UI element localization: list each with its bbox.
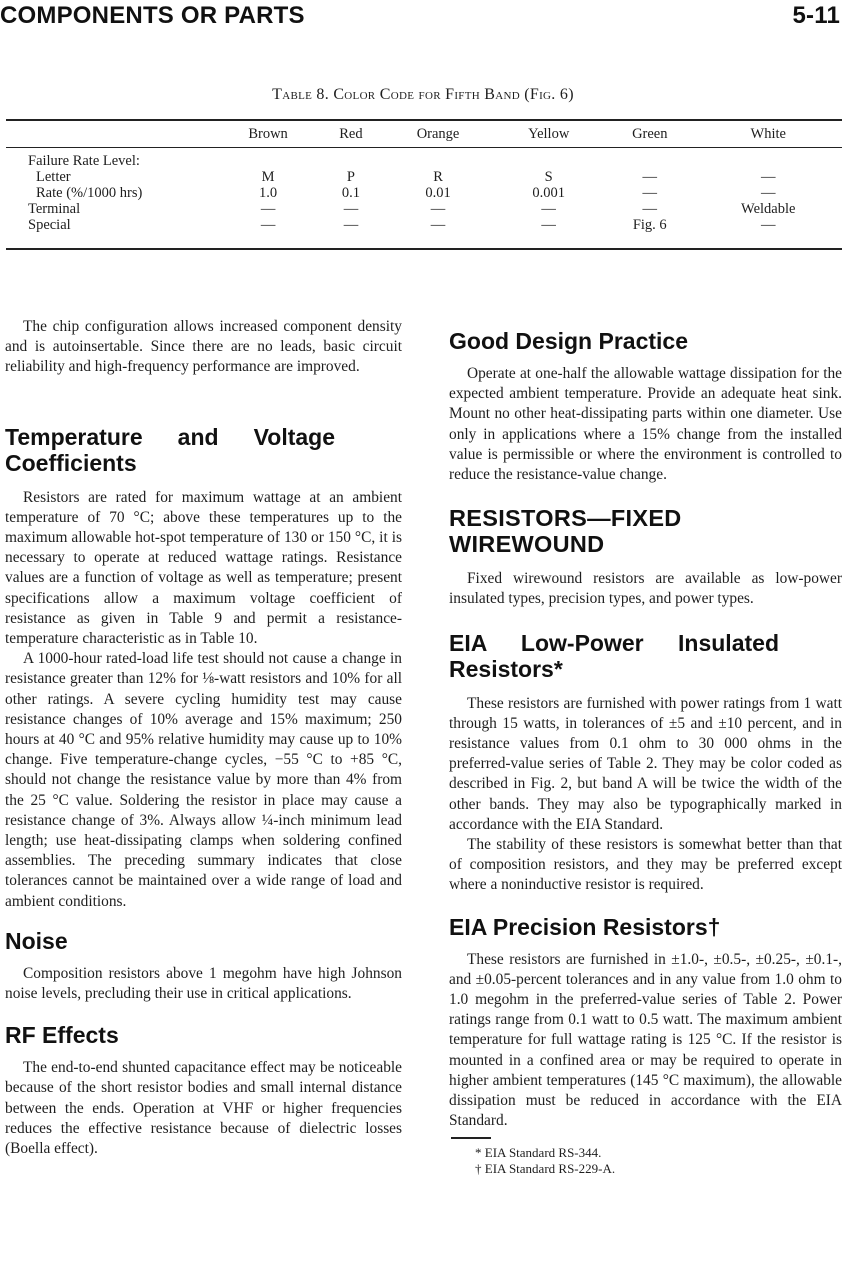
table-cell: 0.1	[341, 185, 360, 201]
section-heading: RF Effects	[5, 1022, 119, 1049]
page-number: 5-11	[792, 2, 840, 29]
paragraph: Fixed wirewound resistors are available as low-power insulated types, precision types, and power types.	[449, 570, 842, 608]
paragraph: Operate at one-half the allowable wattage dissipation for the expected ambient temperature. Provide an adequate heat sink. Mount no other heat-dissipating parts within one diameter. Use only in applications where a 15% change from the installed value is permissible or where the environment is controlled to reduce the resistance-value change.	[449, 365, 842, 484]
table-cell: —	[541, 217, 556, 233]
footnote: * EIA Standard RS-344.	[475, 1144, 602, 1160]
table-caption: Table 8. Color Code for Fifth Band (Fig. 6)	[272, 86, 574, 103]
table-cell: —	[260, 201, 276, 217]
table-cell: M	[261, 169, 275, 185]
group-label: Failure Rate Level:	[28, 153, 140, 169]
row-label: Special	[28, 217, 71, 233]
column-header: Red	[339, 126, 363, 142]
table-cell: P	[346, 169, 355, 185]
color-code-table	[28, 121, 840, 233]
section-heading: EIA Precision Resistors†	[449, 913, 721, 940]
paragraph: The end-to-end shunted capacitance effect may be noticeable because of the short resistor bodies and small internal distance between the ends. Operation at VHF or higher frequencies reduces the effective resistance because of dielectric losses (Boella effect).	[5, 1059, 402, 1158]
table-row	[28, 185, 840, 201]
paragraph: Composition resistors above 1 megohm have high Johnson noise levels, precluding their use in critical applications.	[5, 964, 402, 1003]
table-cell: —	[642, 201, 658, 217]
running-header-title: COMPONENTS OR PARTS	[0, 2, 305, 29]
left-column	[5, 317, 402, 1159]
section-heading: Temperature and Voltage Coefficients	[5, 423, 335, 476]
row-label: Rate (%/1000 hrs)	[36, 185, 143, 201]
table-cell: 0.01	[425, 185, 451, 201]
column-header: White	[750, 126, 786, 142]
column-header: Orange	[416, 126, 460, 142]
table-cell: —	[760, 185, 776, 201]
right-column	[449, 328, 842, 1177]
column-header: Green	[632, 126, 668, 142]
table-cell: —	[343, 201, 359, 217]
table-cell: S	[544, 169, 553, 185]
footnote: † EIA Standard RS-229-A.	[475, 1160, 616, 1176]
footnote-rule	[451, 1137, 491, 1139]
table-cell: 1.0	[259, 185, 278, 201]
table-cell: Weldable	[741, 201, 796, 217]
table-cell: —	[430, 201, 446, 217]
column-header: Brown	[248, 126, 288, 142]
section-heading: EIA Low-Power Insulated Resistors*	[449, 629, 779, 682]
row-label: Terminal	[28, 201, 81, 217]
table-cell: —	[642, 169, 658, 185]
table-row	[28, 217, 840, 233]
table-cell: —	[642, 185, 658, 201]
paragraph: These resistors are furnished in ±1.0-, ±0.5-, ±0.25-, ±0.1-, and ±0.05-percent tolerances and in any value from 1.0 ohm to 1.0 megohm in the preferred-value series of Table 2. Power ratings range from 0.1 watt to 0.5 watt. The maximum ambient temperature for full wattage rating is 125 °C. If the resistor is mounted in a confined area or may be required to operate in higher ambient temperatures (145 °C maximum), the allowable dissipation must be reduced in accordance with the EIA Standard.	[449, 950, 842, 1130]
table-cell: —	[430, 217, 446, 233]
paragraph: The chip configuration allows increased component density and is autoinsertable. Since there are no leads, basic circuit reliability and high-frequency performance are improved.	[5, 318, 402, 376]
table-bottom-rule	[6, 248, 842, 250]
table-cell: —	[760, 217, 776, 233]
table-cell: —	[260, 217, 276, 233]
section-heading: Good Design Practice	[449, 328, 689, 354]
paragraph: These resistors are furnished with power ratings from 1 watt through 15 watts, in tolerances of ±5 and ±10 percent, and in resistance values from 0.1 ohm to 30 000 ohms in the preferred-value series of Table 2. They may be color coded as described in Fig. 2, but band A will be twice the width of the other bands. They may also be typographically marked in accordance with the EIA Standard.	[449, 694, 842, 833]
table-header-row	[28, 121, 840, 147]
table-cell: —	[343, 217, 359, 233]
table-row	[28, 201, 840, 217]
table-cell: Fig. 6	[632, 217, 667, 233]
table-group-row	[28, 147, 840, 169]
main-heading: RESISTORS—FIXED WIREWOUND	[449, 505, 682, 558]
table-cell: 0.001	[532, 185, 565, 201]
row-label: Letter	[36, 169, 71, 185]
table-cell: —	[760, 169, 776, 185]
paragraph: Resistors are rated for maximum wattage at an ambient temperature of 70 °C; above these temperatures up to the maximum allowable hot-spot temperature of 130 or 150 °C, it is necessary to operate at reduced wattage ratings. Resistance values are a function of voltage as well as temperature; present specifications allow a maximum voltage coefficient of resistance as given in Table 9 and permit a resistance-temperature characteristic as in Table 10.	[5, 488, 402, 648]
table-cell: R	[433, 169, 443, 185]
table-row	[28, 169, 840, 185]
table-cell: —	[541, 201, 556, 217]
column-header: Yellow	[528, 126, 570, 142]
section-heading: Noise	[5, 927, 68, 954]
paragraph: A 1000-hour rated-load life test should not cause a change in resistance greater than 12% for ⅛-watt resistors and 10% for all other ratings. A severe cycling humidity test may cause resistance changes of 10% average and 15% maximum; 250 hours at 40 °C and 95% relative humidity may cause up to 10% change. Five temperature-change cycles, −55 °C to +85 °C, should not change the resistance value by more than 4% from the 25 °C value. Soldering the resistor in place may cause a resistance change of 3%. Always allow ¼-inch minimum lead length; use heat-dissipating clamps when soldering confined assemblies. The preceding summary indicates that close tolerances cannot be maintained over a wide range of load and ambient conditions.	[5, 650, 402, 910]
paragraph: The stability of these resistors is somewhat better than that of composition resistors, and they may be preferred except where a noninductive resistor is required.	[449, 836, 842, 894]
